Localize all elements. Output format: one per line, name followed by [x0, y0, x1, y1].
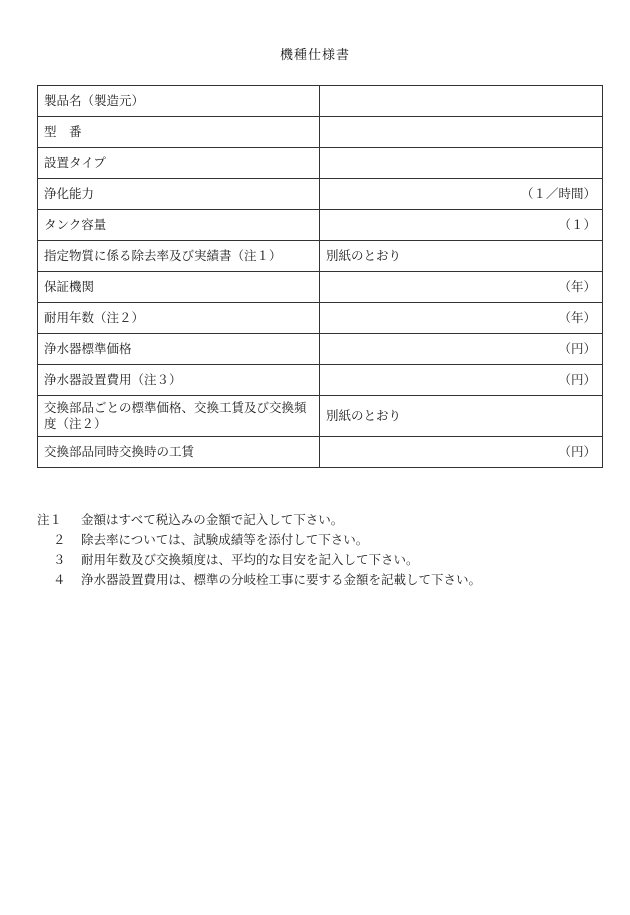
note-text: 除去率については、試験成績等を添付して下さい。	[81, 532, 369, 547]
row-label-product-name: 製品名（製造元）	[38, 86, 320, 117]
note-text: 浄水器設置費用は、標準の分岐栓工事に要する金額を記載して下さい。	[81, 572, 482, 587]
row-value-model-number	[320, 117, 603, 148]
note-item	[37, 530, 602, 550]
row-value-product-name	[320, 86, 603, 117]
table-row	[38, 241, 603, 272]
row-value-tank-capacity: （１）	[320, 210, 603, 241]
table-row	[38, 303, 603, 334]
row-label-tank-capacity: タンク容量	[38, 210, 320, 241]
table-row	[38, 272, 603, 303]
row-label-install-type: 設置タイプ	[38, 148, 320, 179]
note-item	[37, 510, 602, 530]
row-value-warranty-period: （年）	[320, 272, 603, 303]
notes-section	[37, 510, 602, 590]
table-row	[38, 210, 603, 241]
table-row	[38, 396, 603, 437]
row-label-installation-cost: 浄水器設置費用（注３）	[38, 365, 320, 396]
row-label-removal-rate: 指定物質に係る除去率及び実績書（注１）	[38, 241, 320, 272]
row-label-service-life: 耐用年数（注２）	[38, 303, 320, 334]
row-value-removal-rate: 別紙のとおり	[320, 241, 603, 272]
row-value-service-life: （年）	[320, 303, 603, 334]
spec-table	[37, 85, 603, 468]
note-number: ２	[53, 532, 66, 547]
table-row	[38, 117, 603, 148]
row-label-simultaneous-replacement-labor: 交換部品同時交換時の工賃	[38, 437, 320, 468]
row-label-model-number: 型 番	[38, 117, 320, 148]
table-row	[38, 365, 603, 396]
table-row	[38, 334, 603, 365]
note-text: 耐用年数及び交換頻度は、平均的な目安を記入して下さい。	[81, 552, 419, 567]
row-value-install-type	[320, 148, 603, 179]
note-item	[37, 550, 602, 570]
note-item	[37, 570, 602, 590]
row-value-installation-cost: （円）	[320, 365, 603, 396]
table-row	[38, 437, 603, 468]
table-row	[38, 179, 603, 210]
table-row	[38, 86, 603, 117]
row-value-standard-price: （円）	[320, 334, 603, 365]
row-value-simultaneous-replacement-labor: （円）	[320, 437, 603, 468]
row-label-purification-capacity: 浄化能力	[38, 179, 320, 210]
row-value-purification-capacity: （１／時間）	[320, 179, 603, 210]
row-label-warranty-period: 保証機関	[38, 272, 320, 303]
note-text: 金額はすべて税込みの金額で記入して下さい。	[81, 512, 344, 527]
row-label-standard-price: 浄水器標準価格	[38, 334, 320, 365]
note-number: 注１	[37, 512, 63, 527]
document-title: 機種仕様書	[279, 48, 350, 63]
note-number: ３	[53, 552, 66, 567]
table-row	[38, 148, 603, 179]
row-value-replacement-parts: 別紙のとおり	[320, 396, 603, 437]
row-label-replacement-parts: 交換部品ごとの標準価格、交換工賃及び交換頻度（注２）	[38, 396, 320, 437]
note-number: ４	[53, 572, 66, 587]
